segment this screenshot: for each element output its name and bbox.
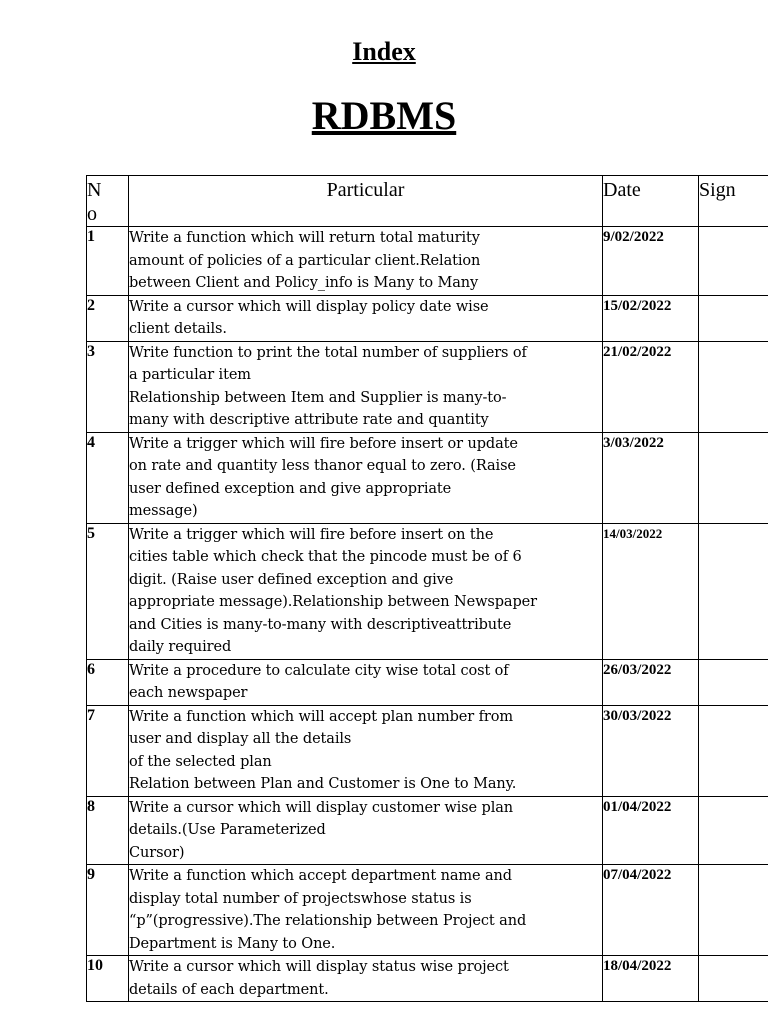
- row-sign: [699, 956, 768, 1002]
- row-particular: Write a procedure to calculate city wise total cost of each newspaper: [129, 659, 603, 705]
- row-sign: [699, 865, 768, 956]
- subject-heading: RDBMS: [311, 93, 457, 138]
- row-number: 1: [87, 227, 129, 296]
- row-particular: Write a function which will accept plan number from user and display all the details of the selected plan Relation between Plan and Customer is One to Many.: [129, 705, 603, 796]
- row-sign: [699, 295, 768, 341]
- table-row: [87, 341, 768, 432]
- row-sign: [699, 796, 768, 865]
- row-number: 3: [87, 341, 129, 432]
- row-particular: Write a function which will return total maturity amount of policies of a particular client.Relation between Client and Policy_info is Many to Many: [129, 227, 603, 296]
- row-number: 8: [87, 796, 129, 865]
- row-date: 3/03/2022: [603, 432, 699, 523]
- row-sign: [699, 341, 768, 432]
- table-row: [87, 705, 768, 796]
- row-particular: Write function to print the total number of suppliers of a particular item Relationship between Item and Supplier is many-to- many with descriptive attribute rate and quantity: [129, 341, 603, 432]
- column-header-no: N o: [87, 176, 129, 227]
- row-number: 4: [87, 432, 129, 523]
- row-number: 5: [87, 523, 129, 659]
- row-particular: Write a function which accept department name and display total number of projectswhose status is “p”(progressive).The relationship between Project and Department is Many to One.: [129, 865, 603, 956]
- row-number: 9: [87, 865, 129, 956]
- row-number: 10: [87, 956, 129, 1002]
- row-date: 18/04/2022: [603, 956, 699, 1002]
- row-particular: Write a cursor which will display customer wise plan details.(Use Parameterized Cursor): [129, 796, 603, 865]
- column-header-sign: Sign: [699, 176, 768, 227]
- row-sign: [699, 523, 768, 659]
- row-sign: [699, 705, 768, 796]
- table-row: [87, 523, 768, 659]
- row-date: 07/04/2022: [603, 865, 699, 956]
- table-row: [87, 956, 768, 1002]
- row-date: 26/03/2022: [603, 659, 699, 705]
- table-row: [87, 432, 768, 523]
- row-sign: [699, 432, 768, 523]
- row-sign: [699, 659, 768, 705]
- column-header-particular: Particular: [129, 176, 603, 227]
- table-row: [87, 796, 768, 865]
- table-row: [87, 295, 768, 341]
- row-date: 30/03/2022: [603, 705, 699, 796]
- index-heading: Index: [352, 37, 416, 66]
- table-row: [87, 865, 768, 956]
- row-date: 15/02/2022: [603, 295, 699, 341]
- table-row: [87, 227, 768, 296]
- row-date: 9/02/2022: [603, 227, 699, 296]
- column-header-date: Date: [603, 176, 699, 227]
- row-sign: [699, 227, 768, 296]
- row-date: 01/04/2022: [603, 796, 699, 865]
- row-particular: Write a cursor which will display policy date wise client details.: [129, 295, 603, 341]
- row-particular: Write a trigger which will fire before insert on the cities table which check that the pincode must be of 6 digit. (Raise user defined exception and give appropriate message).Relationship between Newspaper and Cities is many-to-many with descriptiveattribute daily required: [129, 523, 603, 659]
- index-table: [86, 175, 768, 1002]
- table-header-row: [87, 176, 768, 227]
- row-number: 7: [87, 705, 129, 796]
- row-date: 14/03/2022: [603, 523, 699, 659]
- row-number: 2: [87, 295, 129, 341]
- row-particular: Write a cursor which will display status wise project details of each department.: [129, 956, 603, 1002]
- row-number: 6: [87, 659, 129, 705]
- table-row: [87, 659, 768, 705]
- row-particular: Write a trigger which will fire before insert or update on rate and quantity less thanor equal to zero. (Raise user defined exception and give appropriate message): [129, 432, 603, 523]
- row-date: 21/02/2022: [603, 341, 699, 432]
